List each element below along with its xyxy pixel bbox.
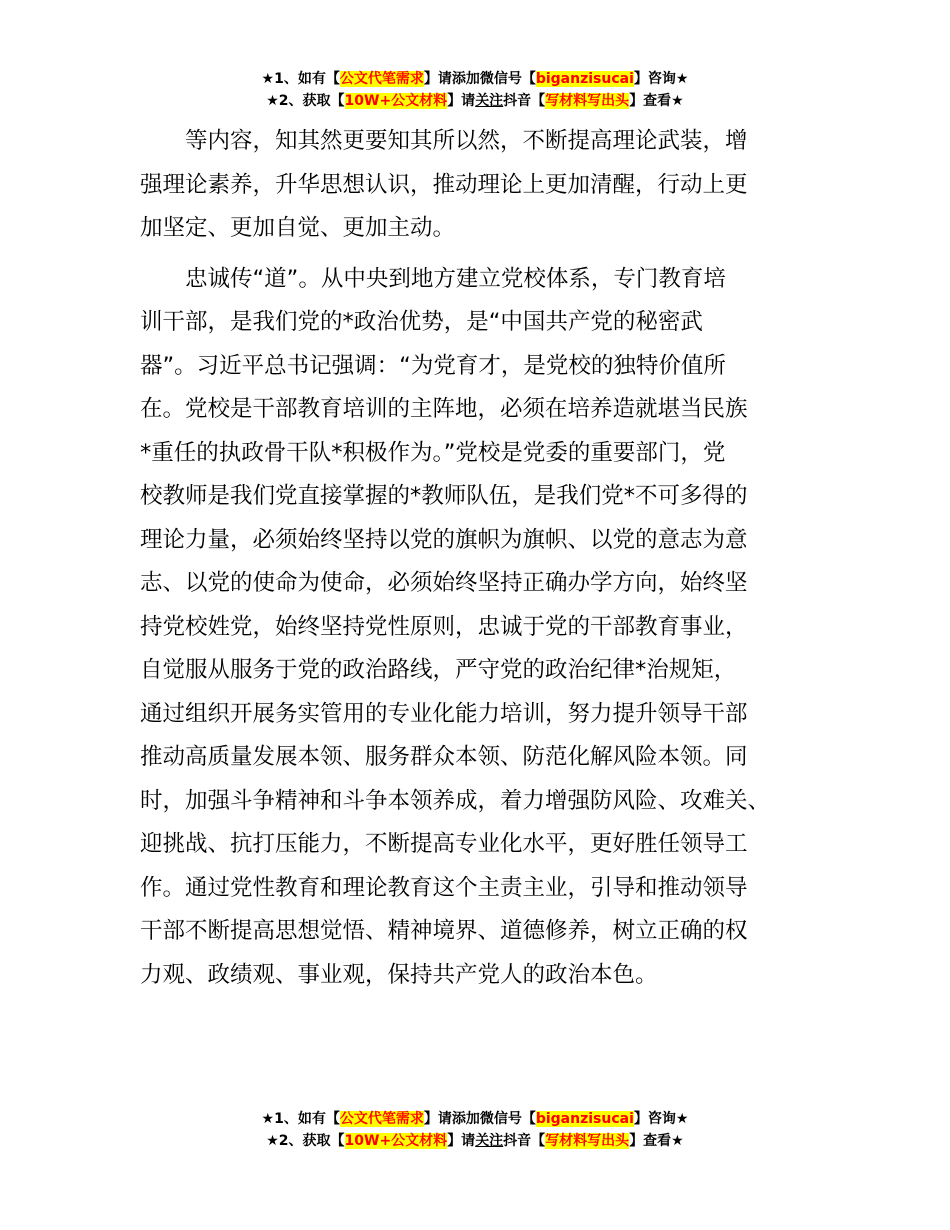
banner-text: 添加 — [451, 71, 480, 87]
banner-text: 】请 — [447, 93, 476, 109]
banner-underlined-text: 关注 — [475, 93, 504, 109]
banner-text: ★2、获取【 — [266, 1133, 345, 1149]
banner-text: ★2、获取【 — [266, 93, 345, 109]
wechat-id-highlight: biganzisucai — [535, 71, 634, 87]
banner-underlined-text: 关注 — [475, 1133, 504, 1149]
highlight-text: 公文代笔需求 — [339, 1111, 424, 1127]
text-line: 持党校姓党，始终坚持党性原则，忠诚于党的干部教育事业， — [140, 613, 748, 640]
text-line: 自觉服从服务于党的政治路线，严守党的政治纪律*治规矩， — [140, 657, 737, 683]
header-banner — [0, 68, 950, 112]
paragraph-1 — [140, 120, 818, 251]
text-line: 校教师是我们党直接掌握的*教师队伍，是我们党*不可多得的 — [140, 483, 748, 509]
footer-banner — [0, 1108, 950, 1152]
text-line: 推动高质量发展本领、服务群众本领、防范化解风险本领。同 — [140, 744, 748, 770]
banner-text: 】请 — [423, 71, 452, 87]
text-line: 忠诚传“道”。从中央到地方建立党校体系，专门教育培 — [185, 265, 726, 292]
banner-text: 添加 — [451, 1111, 480, 1127]
highlight-text: 公文代笔需求 — [339, 71, 424, 87]
highlight-text: 10W+公文材料 — [344, 1133, 448, 1149]
text-line: 志、以党的使命为使命，必须始终坚持正确办学方向，始终坚 — [140, 570, 748, 596]
banner-line-2 — [0, 1130, 950, 1152]
text-line: 训干部，是我们党的*政治优势，是“中国共产党的秘密武 — [140, 309, 703, 335]
banner-text: 微信号【 — [479, 71, 536, 87]
text-line: 作。通过党性教育和理论教育这个主责主业，引导和推动领导 — [140, 874, 748, 901]
text-line: 干部不断提高思想觉悟、精神境界、道德修养，树立正确的权 — [140, 918, 748, 944]
banner-line-1 — [0, 68, 950, 90]
banner-text: 抖音【 — [503, 93, 546, 109]
text-line: 迎挑战、抗打压能力，不断提高专业化水平，更好胜任领导工 — [140, 831, 748, 857]
text-line: 在。党校是干部教育培训的主阵地，必须在培养造就堪当民族 — [140, 396, 748, 422]
banner-text: ★1、如有【 — [261, 1111, 340, 1127]
wechat-id-highlight: biganzisucai — [535, 1111, 634, 1127]
banner-text: 】查看★ — [629, 1133, 684, 1149]
banner-line-2 — [0, 90, 950, 112]
text-line: 力观、政绩观、事业观，保持共产党人的政治本色。 — [140, 961, 658, 988]
banner-line-1 — [0, 1108, 950, 1130]
highlight-text: 写材料写出头 — [545, 1133, 630, 1149]
banner-text: 微信号【 — [479, 1111, 536, 1127]
paragraph-2 — [140, 258, 818, 998]
banner-text: 抖音【 — [503, 1133, 546, 1149]
banner-text: 】查看★ — [629, 93, 684, 109]
banner-text: 】咨询★ — [633, 71, 689, 87]
text-line: *重任的执政骨干队*积极作为。”党校是党委的重要部门，党 — [140, 439, 726, 466]
text-line: 加坚定、更加自觉、更加主动。 — [140, 215, 456, 241]
text-line: 等内容，知其然更要知其所以然，不断提高理论武装，增 — [185, 128, 748, 154]
text-line: 强理论素养，升华思想认识，推动理论上更加清醒，行动上更 — [140, 171, 748, 198]
document-body — [140, 120, 818, 997]
highlight-text: 写材料写出头 — [545, 93, 630, 109]
text-line: 时，加强斗争精神和斗争本领养成，着力增强防风险、攻难关、 — [140, 787, 771, 814]
highlight-text: 10W+公文材料 — [344, 93, 448, 109]
text-line: 理论力量，必须始终坚持以党的旗帜为旗帜、以党的意志为意 — [140, 526, 748, 553]
banner-text: 】请 — [447, 1133, 476, 1149]
banner-text: 】咨询★ — [633, 1111, 689, 1127]
banner-text: 】请 — [423, 1111, 452, 1127]
text-line: 通过组织开展务实管用的专业化能力培训，努力提升领导干部 — [140, 700, 748, 727]
banner-text: ★1、如有【 — [261, 71, 340, 87]
text-line: 器”。习近平总书记强调：“为党育才，是党校的独特价值所 — [140, 352, 726, 379]
